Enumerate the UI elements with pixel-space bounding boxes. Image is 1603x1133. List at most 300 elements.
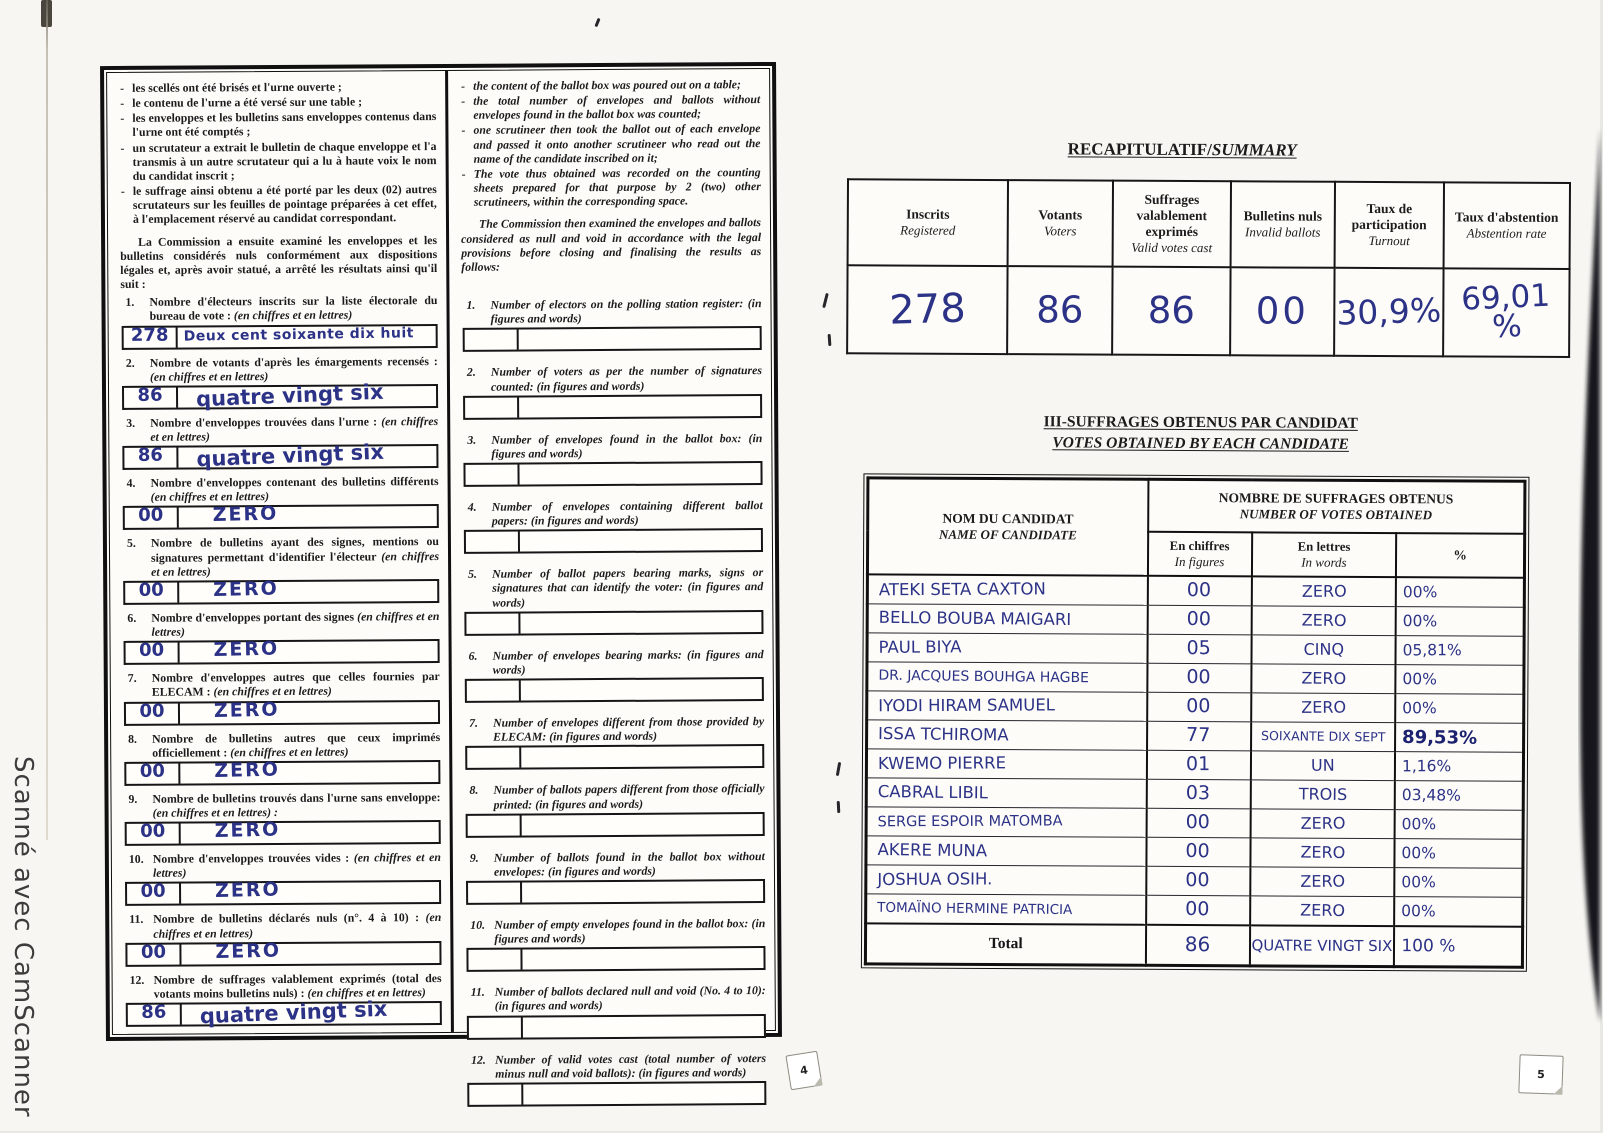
- answer-box-empty: [466, 946, 765, 972]
- item-number: 7.: [127, 671, 137, 686]
- ink-mark: [594, 18, 600, 27]
- item-text: Nombre d'enveloppes contenant des bulletins différents: [150, 474, 439, 490]
- votes-table: [864, 476, 1526, 968]
- candidate-row: [867, 633, 1524, 665]
- candidate-votes-words: ZERO: [1299, 899, 1345, 920]
- item-note: (en chiffres et en lettres): [307, 985, 426, 1000]
- item-label: [123, 790, 440, 820]
- item-number: 6.: [468, 648, 478, 663]
- votes-title-en: VOTES OBTAINED BY EACH CANDIDATE: [1052, 434, 1349, 453]
- page-number: 5: [1536, 1067, 1546, 1082]
- answer-box: [124, 700, 440, 726]
- answer-box: [124, 760, 440, 786]
- summary-header-fr: Votants: [1038, 207, 1083, 223]
- candidate-row: [866, 778, 1523, 810]
- item-label: [462, 363, 762, 393]
- item-label: [464, 781, 764, 811]
- summary-header-fr: Bulletins nuls: [1243, 208, 1323, 224]
- candidate-name: DR. JACQUES BOUHGA HAGBE: [878, 667, 1090, 687]
- summary-value-row: [847, 265, 1569, 357]
- words-cell-empty: [521, 746, 762, 767]
- candidate-name-header-fr: NOM DU CANDIDAT: [942, 510, 1074, 527]
- candidate-row: [867, 720, 1524, 752]
- item-text: Nombre d'enveloppes trouvées vides :: [152, 850, 350, 866]
- item-note: (en chiffres et en lettres) :: [152, 805, 278, 820]
- answer-box: [123, 504, 439, 530]
- candidate-votes-words: ZERO: [1300, 667, 1346, 688]
- candidate-votes-figures: 00: [1185, 839, 1211, 863]
- words-cell-empty: [520, 612, 761, 633]
- candidate-name: TOMAÏNO HERMINE PATRICIA: [877, 899, 1073, 919]
- form-item-french: [125, 971, 442, 1027]
- summary-header-en: Abstention rate: [1466, 225, 1547, 241]
- summary-handwritten-value: 30,9%: [1335, 290, 1442, 333]
- words-subheader-fr: En lettres: [1297, 539, 1351, 554]
- item-label: [466, 1051, 766, 1081]
- candidate-votes-percent: 00%: [1402, 669, 1438, 688]
- item-text: Number of ballot papers bearing marks, signs or signatures that can identify the voter: (in figures and words): [492, 565, 764, 610]
- summary-header-en: Invalid ballots: [1244, 224, 1321, 240]
- item-text: Nombre de bulletins autres que ceux imprimés officiellement :: [152, 729, 441, 760]
- words-cell-empty: [519, 463, 760, 484]
- summary-header-en: Registered: [900, 222, 956, 238]
- candidate-name: ISSA TCHIROMA: [878, 723, 1009, 745]
- item-text: Nombre d'enveloppes portant des signes: [151, 609, 355, 625]
- summary-handwritten-value: 69,01 %: [1460, 277, 1551, 346]
- candidate-name: JOSHUA OSIH.: [877, 869, 993, 889]
- answer-box-empty: [464, 528, 763, 554]
- words-cell-empty: [519, 396, 760, 417]
- item-number: 4.: [467, 499, 477, 514]
- candidate-row: [867, 662, 1524, 694]
- candidate-votes-percent: 03,48%: [1402, 785, 1462, 805]
- summary-handwritten-value: 86: [1147, 289, 1195, 333]
- words-value: ZERO: [212, 502, 279, 527]
- answer-box-empty: [463, 461, 762, 487]
- answer-box-empty: [463, 326, 762, 352]
- words-value: ZERO: [213, 637, 280, 662]
- item-label: [122, 474, 439, 504]
- candidate-row: [866, 749, 1523, 781]
- item-text: Number of envelopes bearing marks: (in figures and words): [492, 646, 764, 677]
- item-label: [122, 534, 439, 578]
- page-5: [797, 0, 1573, 1133]
- candidate-votes-figures: 00: [1185, 869, 1211, 892]
- summary-value-cell: [1334, 268, 1443, 357]
- french-column: [107, 71, 451, 1034]
- figures-value: 00: [127, 823, 181, 844]
- candidate-name-header: [867, 478, 1148, 576]
- summary-header-en: Voters: [1043, 223, 1077, 239]
- summary-header-fr: Taux de participation: [1351, 200, 1427, 233]
- bullet-item: - le suffrage ainsi obtenu a été porté par les deux (02) autres scrutateurs sur les feuilles de pointage préparées à cet effet, à l'emplacement réservé au candidat correspondant.: [120, 182, 437, 226]
- item-number: 9.: [469, 850, 479, 865]
- form-item-english: [461, 296, 761, 352]
- words-value: ZERO: [214, 758, 281, 782]
- summary-header-en: Turnout: [1368, 232, 1410, 249]
- figures-cell-empty: [468, 815, 522, 835]
- form-item-french: [124, 910, 441, 966]
- votes-table-body: [866, 574, 1525, 926]
- item-note: (en chiffres et en lettres): [230, 744, 349, 759]
- item-number: 10.: [470, 917, 486, 932]
- figures-cell-empty: [465, 397, 519, 417]
- summary-handwritten-value: 278: [888, 285, 967, 334]
- candidate-votes-figures: 03: [1186, 781, 1211, 805]
- item-text: Number of electors on the polling station register: (in figures and words): [490, 296, 762, 326]
- english-column: [445, 69, 775, 1081]
- figures-subheader: [1147, 532, 1251, 577]
- english-paragraph: The Commission then examined the envelopes and ballots considered as null and void in accordance with the legal provisions before closing and finalising the results as follows:: [461, 215, 762, 274]
- item-text: Number of envelopes found in the ballot box: (in figures and words): [491, 430, 763, 461]
- candidate-row: [866, 807, 1523, 839]
- figures-value: 00: [127, 883, 181, 904]
- item-note: (en chiffres et en lettres): [151, 548, 440, 579]
- figures-cell-empty: [467, 681, 521, 701]
- figures-cell-empty: [465, 464, 519, 484]
- words-cell-empty: [519, 328, 760, 349]
- item-number: 2.: [466, 365, 476, 380]
- summary-title-fr: RECAPITULATIF: [1067, 139, 1208, 160]
- candidate-votes-percent: 00%: [1402, 611, 1438, 630]
- summary-header-cell: [1443, 182, 1569, 269]
- total-words: QUATRE VINGT SIX: [1251, 935, 1393, 955]
- item-text: Number of valid votes cast (total number of voters minus null and void ballots): (in figures and words): [495, 1050, 767, 1081]
- form-item-english: [462, 431, 762, 487]
- candidate-votes-words: TROIS: [1298, 783, 1348, 804]
- item-number: 8.: [469, 783, 479, 798]
- summary-value-cell: [1230, 267, 1334, 356]
- figures-value: 86: [124, 447, 178, 468]
- answer-box-empty: [467, 1014, 766, 1040]
- summary-header-cell: [1113, 181, 1231, 268]
- form-item-french: [121, 414, 438, 470]
- form-item-english: [464, 714, 764, 770]
- candidate-votes-percent: 00%: [1403, 582, 1438, 601]
- summary-title-separator: /: [1207, 140, 1212, 160]
- item-label: [123, 669, 440, 699]
- item-label: [464, 647, 764, 677]
- candidate-votes-figures: 77: [1186, 723, 1211, 747]
- summary-header-cell: [1335, 182, 1444, 269]
- figures-cell-empty: [469, 1017, 523, 1037]
- item-text: Nombre d'électeurs inscrits sur la liste électorale du bureau de vote :: [149, 293, 438, 324]
- words-cell-empty: [523, 1083, 764, 1104]
- figures-value: 278: [124, 326, 178, 347]
- item-number: 8.: [128, 731, 138, 746]
- item-label: [123, 730, 440, 760]
- english-bullet-list: [460, 77, 761, 209]
- item-label: [466, 983, 766, 1013]
- answer-box: [126, 996, 442, 1029]
- candidate-votes-figures: 00: [1185, 897, 1210, 921]
- bullet-item: - les enveloppes et les bulletins sans enveloppes contenus dans l'urne ont été comptés ;: [119, 109, 436, 139]
- words-value: ZERO: [213, 698, 280, 722]
- page-number-sticker-4: [785, 1051, 822, 1091]
- item-label: [462, 431, 762, 461]
- item-number: 7.: [469, 715, 478, 730]
- form-item-french: [123, 790, 440, 846]
- candidate-name: BELLO BOUBA MAIGARI: [878, 607, 1072, 630]
- french-items: [120, 293, 441, 1027]
- summary-value-cell: [1443, 268, 1569, 357]
- item-note: (en chiffres et en lettres): [152, 850, 441, 881]
- answer-box-empty: [463, 394, 762, 420]
- candidate-name: KWEMO PIERRE: [877, 753, 1007, 774]
- votes-header-row-1: [868, 478, 1525, 534]
- candidate-name: PAUL BIYA: [878, 637, 962, 657]
- figures-cell-empty: [469, 1084, 523, 1104]
- candidate-name: SERGE ESPOIR MATOMBA: [877, 813, 1063, 831]
- votes-obtained-header-fr: NOMBRE DE SUFFRAGES OBTENUS: [1218, 490, 1454, 507]
- total-percent: 100 %: [1401, 936, 1456, 957]
- candidate-row: [866, 836, 1523, 868]
- figures-cell-empty: [467, 748, 521, 768]
- figures-cell-empty: [466, 613, 520, 633]
- bullet-item: - le contenu de l'urne a été versé sur une table ;: [119, 94, 436, 110]
- candidate-row: [866, 865, 1523, 897]
- summary-header-fr: Suffrages valablement exprimés: [1136, 191, 1208, 240]
- bullet-item: - one scrutineer then took the ballot out of each envelope and passed it onto another scrutineer who read out the name of the candidate inscribed on it;: [460, 122, 760, 166]
- summary-value-cell: [1007, 266, 1112, 355]
- candidate-votes-percent: 00%: [1401, 814, 1437, 833]
- item-note: (en chiffres et en lettres): [150, 413, 439, 444]
- form-item-english: [462, 363, 762, 419]
- form-item-french: [123, 669, 440, 725]
- answer-box-empty: [465, 744, 764, 770]
- candidate-name-header-en: NAME OF CANDIDATE: [938, 526, 1077, 543]
- item-label: [465, 849, 765, 879]
- form-item-french: [124, 850, 441, 906]
- form-item-english: [464, 647, 764, 703]
- item-text: Number of ballots declared null and void (No. 4 to 10): (in figures and words): [494, 983, 766, 1014]
- figures-value: 00: [126, 762, 180, 783]
- camscanner-watermark: Scanné avec CamScanner: [8, 756, 38, 1118]
- answer-box: [122, 439, 438, 472]
- candidate-votes-figures: 01: [1186, 753, 1211, 776]
- item-text: Number of ballots papers different from those officially printed: (in figures and words): [493, 781, 765, 812]
- item-number: 4.: [126, 475, 136, 491]
- item-number: 5.: [468, 567, 478, 582]
- candidate-votes-figures: 00: [1186, 665, 1212, 689]
- item-text: Nombre d'enveloppes trouvées dans l'urne :: [150, 414, 378, 430]
- bullet-item: - un scrutateur a extrait le bulletin de chaque enveloppe et l'a transmis à un autre scrutateur qui a lu à haute voix le nom du candidat inscrit ;: [119, 139, 436, 183]
- candidate-name: CABRAL LIBIL: [877, 782, 989, 803]
- page-number: 4: [799, 1063, 809, 1078]
- summary-table: [846, 178, 1571, 358]
- figures-value: 86: [128, 1004, 182, 1025]
- summary-header-en: Valid votes cast: [1131, 239, 1213, 256]
- form-item-english: [466, 1051, 766, 1107]
- total-label: Total: [865, 923, 1145, 965]
- summary-header-fr: Taux d'abstention: [1454, 209, 1559, 225]
- item-label: [463, 498, 763, 528]
- item-note: (en chiffres et en lettres): [151, 608, 440, 639]
- summary-title: [802, 138, 1562, 162]
- scan-edge-line: [46, 0, 48, 840]
- candidate-votes-percent: 89,53%: [1402, 726, 1478, 749]
- item-label: [121, 414, 438, 444]
- words-value: ZERO: [212, 577, 280, 601]
- item-text: Nombre de votants d'après les émargements recensés :: [149, 353, 438, 370]
- form-item-english: [463, 498, 763, 554]
- words-cell-empty: [522, 948, 763, 969]
- candidate-votes-words: ZERO: [1300, 697, 1346, 717]
- candidate-row: [867, 691, 1524, 723]
- summary-handwritten-value: 86: [1036, 288, 1084, 332]
- votes-obtained-header-en: NUMBER OF VOTES OBTAINED: [1239, 506, 1433, 523]
- bullet-item: - The vote thus obtained was recorded on the counting sheets prepared for that purpose by 2 (two) other scrutineers, within the corresponding space.: [461, 165, 761, 209]
- item-label: [121, 354, 438, 384]
- candidate-votes-words: ZERO: [1299, 841, 1345, 862]
- answer-box-empty: [467, 1081, 766, 1107]
- item-number: 2.: [125, 355, 135, 370]
- answer-box-empty: [466, 879, 765, 905]
- candidate-votes-words: ZERO: [1301, 581, 1347, 601]
- item-text: Nombre de bulletins déclarés nuls (n°. 4 à 10) :: [153, 910, 420, 927]
- bullet-item: - the total number of envelopes and ballots without envelopes found in the ballot box was counted;: [460, 92, 760, 122]
- total-row: [865, 923, 1522, 967]
- words-cell-empty: [523, 1016, 764, 1037]
- words-cell-empty: [521, 679, 762, 700]
- candidate-name: ATEKI SETA CAXTON: [878, 579, 1046, 600]
- form-item-french: [120, 293, 437, 349]
- item-text: Number of ballots found in the ballot box without envelopes: (in figures and words): [493, 848, 765, 879]
- item-text: Nombre de bulletins ayant des signes, mentions ou signatures permettant d'identifier l'électeur: [150, 534, 439, 565]
- page-4: [100, 62, 782, 1081]
- words-cell-empty: [520, 530, 761, 551]
- words-value: quatre vingt six: [195, 379, 384, 412]
- candidate-votes-words: SOIXANTE DIX SEPT: [1260, 727, 1386, 745]
- item-number: 1.: [125, 295, 135, 310]
- item-number: 6.: [127, 610, 137, 625]
- words-value: ZERO: [214, 818, 281, 843]
- candidate-votes-words: ZERO: [1301, 609, 1347, 630]
- candidate-votes-figures: 00: [1187, 579, 1212, 602]
- candidate-row: [867, 604, 1524, 636]
- item-label: [463, 565, 763, 609]
- figures-value: 00: [127, 943, 181, 964]
- answer-box: [125, 820, 441, 846]
- words-subheader-en: In words: [1301, 554, 1347, 570]
- words-value: ZERO: [214, 878, 281, 903]
- form-item-french: [122, 474, 439, 530]
- figures-value: 86: [124, 386, 178, 407]
- item-label: [122, 609, 439, 639]
- summary-header-fr: Inscrits: [906, 206, 950, 222]
- french-paragraph: La Commission a ensuite examiné les enveloppes et les bulletins considérés nuls conformément aux dispositions légales et, après avoir statué, a arrêté les résultats ainsi qu'il suit :: [120, 232, 438, 291]
- figures-value: 00: [125, 582, 179, 603]
- item-number: 10.: [128, 851, 144, 867]
- candidate-votes-figures: 00: [1186, 607, 1212, 631]
- words-value: Deux cent soixante dix huit: [183, 324, 414, 345]
- percent-subheader-symbol: %: [1453, 547, 1467, 563]
- item-note: (en chiffres et en lettres): [153, 910, 442, 941]
- percent-subheader: [1396, 533, 1524, 578]
- total-figures: 86: [1184, 931, 1211, 956]
- page-4-frame: [106, 68, 776, 1081]
- words-value: quatre vingt six: [195, 439, 385, 472]
- item-number: 5.: [126, 536, 136, 551]
- candidate-name: AKERE MUNA: [877, 840, 988, 861]
- candidate-votes-percent: 00%: [1401, 901, 1437, 920]
- item-number: 3.: [126, 415, 136, 430]
- votes-section-title: [801, 411, 1601, 457]
- answer-box: [125, 941, 441, 967]
- candidate-votes-percent: 05,81%: [1402, 640, 1463, 659]
- figures-value: 00: [126, 642, 180, 663]
- form-item-french: [123, 730, 440, 786]
- item-number: 12.: [471, 1052, 486, 1067]
- votes-obtained-header: [1148, 479, 1525, 533]
- summary-value-cell: [847, 265, 1007, 354]
- item-number: 1.: [466, 297, 476, 312]
- item-text: Number of empty envelopes found in the ballot box: (in figures and words): [494, 916, 766, 946]
- answer-box-empty: [466, 812, 765, 838]
- candidate-votes-percent: 00%: [1401, 872, 1437, 891]
- item-label: [124, 910, 441, 940]
- english-items: [461, 296, 766, 1107]
- form-item-english: [466, 983, 766, 1039]
- item-number: 12.: [129, 972, 145, 987]
- candidate-votes-words: ZERO: [1299, 871, 1345, 891]
- candidate-row: [867, 574, 1524, 607]
- summary-value-cell: [1112, 267, 1230, 356]
- form-item-french: [122, 534, 439, 604]
- item-label: [461, 296, 761, 326]
- words-cell-empty: [522, 881, 763, 902]
- item-number: 11.: [129, 912, 144, 927]
- bullet-item: - the content of the ballot box was poured out on a table;: [460, 77, 760, 93]
- candidate-votes-words: UN: [1310, 755, 1335, 775]
- answer-box-empty: [464, 610, 763, 636]
- item-label: [465, 916, 765, 946]
- form-item-french: [122, 609, 439, 665]
- summary-header-cell: [1231, 181, 1335, 268]
- figures-value: 00: [126, 702, 180, 723]
- item-text: Nombre de bulletins trouvés dans l'urne sans enveloppe:: [152, 789, 441, 806]
- words-value: ZERO: [215, 939, 282, 963]
- candidate-name: IYODI HIRAM SAMUEL: [878, 695, 1055, 716]
- summary-title-en: SUMMARY: [1211, 140, 1297, 160]
- words-value: quatre vingt six: [199, 996, 388, 1029]
- item-label: [124, 850, 441, 880]
- figures-cell-empty: [468, 950, 522, 970]
- answer-box: [123, 579, 439, 605]
- answer-box: [124, 639, 440, 665]
- summary-header-row: [848, 179, 1570, 269]
- item-text: Number of envelopes different from those provided by ELECAM: (in figures and words): [493, 714, 765, 744]
- item-text: Number of envelopes containing different ballot papers: (in figures and words): [491, 498, 763, 528]
- candidate-row: [866, 894, 1523, 927]
- item-number: 3.: [467, 432, 477, 447]
- french-bullet-list: [119, 79, 437, 226]
- summary-header-cell: [848, 179, 1008, 266]
- item-note: (en chiffres et en lettres): [213, 684, 332, 699]
- answer-box: [122, 379, 438, 412]
- votes-title-fr: III-SUFFRAGES OBTENUS PAR CANDIDAT: [1043, 413, 1358, 432]
- candidate-votes-figures: 00: [1186, 811, 1211, 834]
- bullet-item: - les scellés ont été brisés et l'urne ouverte ;: [119, 79, 436, 95]
- item-text: Nombre d'enveloppes autres que celles fournies par ELECAM :: [151, 669, 440, 700]
- item-text: Nombre de suffrages valablement exprimés (total des votants moins bulletins nuls) :: [153, 970, 442, 1001]
- item-note: (en chiffres et en lettres): [233, 307, 353, 323]
- page-number-sticker-5: [1518, 1054, 1563, 1095]
- figures-subheader-en: In figures: [1174, 553, 1225, 569]
- candidate-votes-percent: 00%: [1402, 698, 1438, 717]
- answer-box: [122, 324, 438, 350]
- form-item-english: [465, 916, 765, 972]
